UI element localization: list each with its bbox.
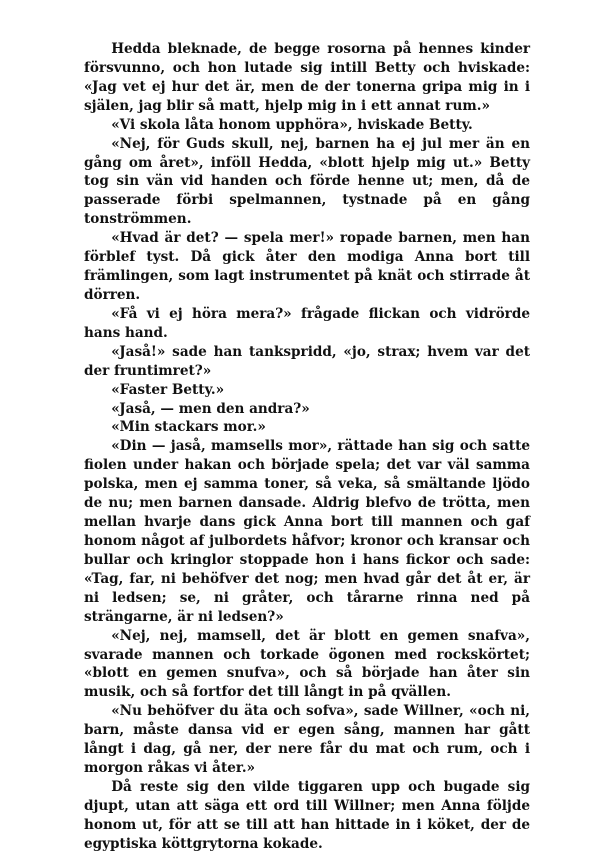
paragraph-2: «Vi skola låta honom upphöra», hviskade Betty. <box>111 116 473 133</box>
paragraph-7: «Faster Betty.» <box>111 381 225 398</box>
paragraph-13: Då reste sig den vilde tiggaren upp och bugade sig djupt, utan att säga ett ord till Willner; men Anna följde honom ut, för att se till att han hittade in i köket, der de egyptiska köttgrytorna kokade. <box>84 778 530 852</box>
paragraph-4: «Hvad är det? — spela mer!» ropade barnen, men han förblef tyst. Då gick åter den modiga Anna bort till främlingen, som lagt instrumentet på knät och stirrade åt dörren. <box>84 230 530 303</box>
paragraph-5: «Få vi ej höra mera?» frågade flickan och vidrörde hans hand. <box>84 305 530 341</box>
paragraph-12: «Nu behöfver du äta och sofva», sade Willner, «och ni, barn, måste dansa vid er egen sång, mannen har gått långt i dag, gå ner, der nere får du mat och rum, och i morgon råkas vi åter.» <box>84 703 530 777</box>
paragraph-9: «Min stackars mor.» <box>111 419 266 436</box>
paragraph-11: «Nej, nej, mamsell, det är blott en gemen snafva», svarade mannen och torkade ögonen med rockskörtet; «blott en gemen snufva», och så började han åter sin musik, och så fortfor det till långt in på qvällen. <box>84 627 530 701</box>
document-page <box>84 40 530 854</box>
paragraph-3: «Nej, för Guds skull, nej, barnen ha ej jul mer än en gång om året», inföll Hedda, «blott hjelp mig ut.» Betty tog sin vän vid handen och förde henne ut; men, då de passerade förbi spelmannen, tystnade på en gång tonströmmen. <box>84 135 530 228</box>
paragraph-1: Hedda bleknade, de begge rosorna på hennes kinder försvunno, och hon lutade sig intill Betty och hviskade: «Jag vet ej hur det är, men de der tonerna gripa mig in i själen, jag blir så matt, hjelp mig in i ett annat rum.» <box>84 41 530 114</box>
paragraph-10: «Din — jaså, mamsells mor», rättade han sig och satte fiolen under hakan och började spela; det var väl samma polska, men ej samma toner, så veka, så smältande ljödo de nu; men barnen dansade. Aldrig blefvo de trötta, men mellan hvarje dans gick Anna bort till mannen och gaf honom något af julbordets håfvor; kronor och kransar och bullar och kringlor stoppade hon i hans fickor och sade: «Tag, far, ni behöfver det nog; men hvad går det åt er, är ni ledsen; se, ni gråter, och tårarne rinna ned på strängarne, är ni ledsen?» <box>84 438 530 625</box>
paragraph-6: «Jaså!» sade han tankspridd, «jo, strax; hvem var det der fruntimret?» <box>84 343 530 379</box>
paragraph-8: «Jaså, — men den andra?» <box>111 400 310 417</box>
